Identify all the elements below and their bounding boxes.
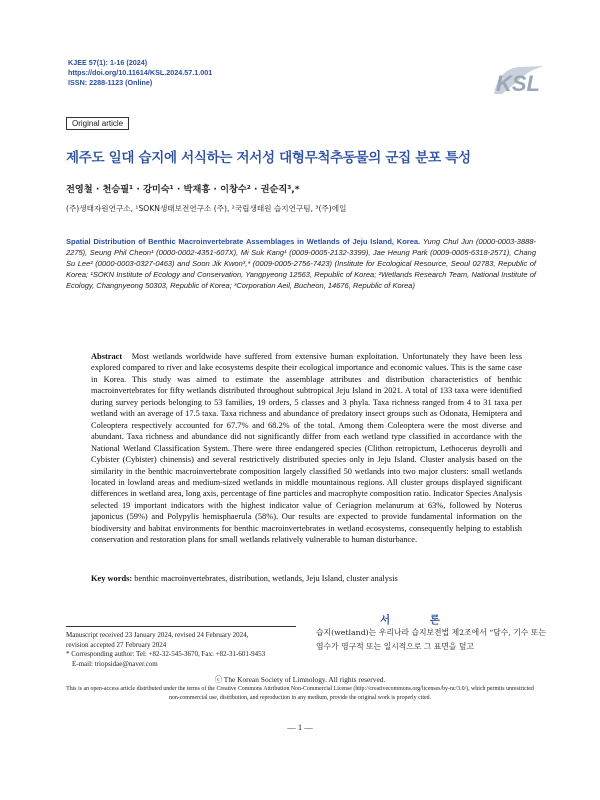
journal-header — [68, 58, 212, 88]
logo-text: KSL — [496, 71, 540, 96]
intro-text: 습지(wetland)는 우리나라 습지보전법 제2조에서 “담수, 기수 또는 염수가 영구적 또는 일시적으로 그 표면을 덮고 — [316, 628, 546, 651]
page-number: — 1 — — [287, 722, 313, 732]
journal-issn: ISSN: 2288-1123 (Online) — [68, 78, 153, 87]
keywords-label: Key words: — [91, 574, 133, 583]
article-type-label: Original article — [66, 117, 129, 130]
journal-citation: KJEE 57(1): 1-16 (2024) — [68, 58, 148, 67]
footnote-divider — [66, 626, 296, 627]
abstract-text: Most wetlands worldwide have suffered from extensive human exploitation. Unfortunately they have been less explored compared to river and lake ecosystems despite their ecological importance and economic values. This is the same case in Korea. This study was aimed to estimate the assemblage attributes and distribution characteristics of benthic macroinvertebrates for fifty wetlands distributed throughout subtropical Jeju Island in 2021. A total of 133 taxa were identified during survey periods belonging to 53 families, 19 orders, 5 classes and 3 phyla. Taxa richness ranged from 4 to 31 taxa per wetland with an average of 17.5 taxa. Taxa richness and abundance of predatory insect groups such as Odonata, Hemiptera and Coleoptera respectively accounted for 67.7% and 68.2% of the total. Among them Coleoptera were the most diverse and abundant. Taxa richness and abundance did not significantly differ from each wetland type classified in accordance with the National Wetland Classification System. There were three endangered species (Clithon retropictum, Lethocerus deyrolli and Cybister (Cybister) chinensis) and several restrictively distributed species only in Jeju Island. Cluster analysis based on the similarity in the benthic macroinvertebrate composition largely classified 50 wetlands into two major clusters: small wetlands located in lowland areas and medium-sized wetlands in middle mountainous regions. All cluster groups displayed significant differences in wetland area, long axis, percentage of fine particles and macrophyte composition ratio. Indicator Species Analysis selected 19 important indicators with the highest indicator value of Ceriagrion melanurum at 63%, followed by Noterus japonicus (59%) and Polypylis hemisphaerula (58%). Our results are expected to provide fundamental information on the biodiversity and habitat environments for benthic macroinvertebrates in wetland ecosystems, consequently helping to establish conservation and restoration plans for small wetlands relatively vulnerable to human disturbance. — [91, 352, 522, 545]
corresponding-author: * Corresponding author: Tel: +82-32-545-3670, Fax: +82-31-601-9453 — [66, 650, 266, 659]
keywords — [91, 574, 522, 583]
english-affiliations: (Institute for Ecological Resource, Seoul 02783, Republic of Korea; ¹SOKN Institute of Ecology and Conservation, Yangpyeong 12563, Republic of Korea; ²Wetlands Research Team, National Institute of Ecology, Changnyeong 50303, Republic of Korea; ³Corporation Aeil, Bucheon, 14676, Republic of Korea) — [66, 259, 537, 291]
english-title-block — [66, 236, 536, 291]
author-email[interactable]: E-mail: triopsidae@naver.com — [72, 659, 158, 668]
abstract — [91, 351, 522, 546]
intro-heading: 서 론 — [380, 614, 458, 626]
manuscript-accepted: revision accepted 27 February 2024 — [66, 640, 167, 649]
manuscript-received: Manuscript received 23 January 2024, revised 24 February 2024, — [66, 631, 249, 639]
ksl-logo — [490, 64, 548, 98]
manuscript-info — [66, 631, 306, 669]
korean-title: 제주도 일대 습지에 서식하는 저서성 대형무척추동물의 군집 분포 특성 — [66, 150, 471, 166]
english-title: Spatial Distribution of Benthic Macroinvertebrate Assemblages in Wetlands of Jeju Island, Korea. — [66, 237, 421, 246]
english-authors: Yung Chul Jun (0000-0003-3888-2275), Seung Phil Cheon¹ (0000-0002-4351-607X), Mi Suk Kang¹ (0009-0005-2132-3399), Jae Heung Park (0009-0005-6318-2571), Chang Su Lee² (0000-0003-0327-0463) and Soon Jik Kwon³,* (0009-0005-2756-7423) — [66, 237, 536, 269]
license-notice: This is an open-access article distributed under the terms of the Creative Commons Attribution Non-Commercial License (http://creativecommons.org/licenses/by-nc/3.0/), which permits unrestricted non-commercial use, distribution, and reproduction in any medium, provide the original work is properly cited. — [66, 686, 534, 701]
keywords-text: benthic macroinvertebrates, distribution, wetlands, Jeju Island, cluster analysis — [134, 574, 398, 583]
korean-authors: 전영철 · 천승필¹ · 강미숙¹ · 박재흥 · 이창수² · 권순직³,* — [66, 184, 300, 195]
copyright-notice: ⓒ The Korean Society of Limnology. All rights reserved. — [214, 675, 386, 684]
korean-affiliations: (주)생태자원연구소, ¹SOKN생태보전연구소 (주), ²국립생태원 습지연구팀, ³(주)에일 — [66, 204, 347, 213]
journal-doi[interactable]: https://doi.org/10.11614/KSL.2024.57.1.001 — [68, 68, 213, 77]
abstract-label: Abstract — [91, 352, 123, 361]
